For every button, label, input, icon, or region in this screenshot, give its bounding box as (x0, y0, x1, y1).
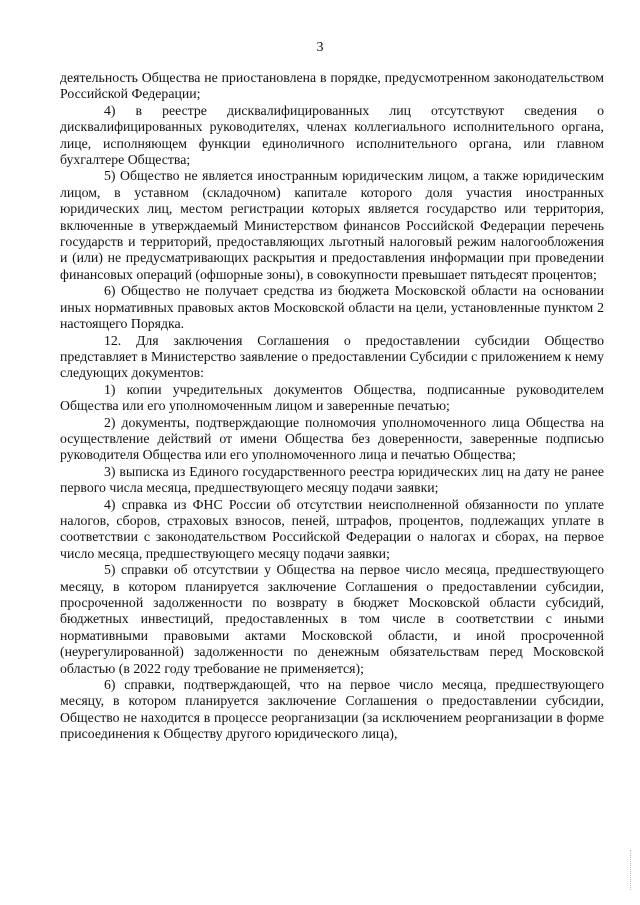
paragraph-document-1: 1) копии учредительных документов Общества, подписанные руководителем Общества или его уполномоченным лицом и заверенные печатью; (60, 381, 604, 414)
paragraph-item-4: 4) в реестре дисквалифицированных лиц отсутствуют сведения о дисквалифицированных руководителях, членах коллегиального исполнительного органа, лице, исполняющем функции единоличного исполнительного органа, или главном бухгалтере Общества; (60, 102, 604, 168)
paragraph-section-12: 12. Для заключения Соглашения о предоставлении субсидии Общество представляет в Министерство заявление о предоставлении Субсидии с приложением к нему следующих документов: (60, 332, 604, 381)
paragraph-document-6: 6) справки, подтверждающей, что на первое число месяца, предшествующего месяцу, в котором планируется заключение Соглашения о предоставлении субсидии, Общество не находится в процессе реорганизации (за исключением реорганизации в форме присоединения к Обществу другого юридического лица), (60, 677, 604, 742)
paragraph-document-4: 4) справка из ФНС России об отсутствии неисполненной обязанности по уплате налогов, сборов, страховых взносов, пеней, штрафов, процентов, подлежащих уплате в соответствии с законодательством Российской Федерации о налогах и сборах, на первое число месяца, предшествующего месяцу подачи заявки; (60, 496, 604, 561)
paragraph-document-3: 3) выписка из Единого государственного реестра юридических лиц на дату не ранее первого числа месяца, предшествующего месяцу подачи заявки; (60, 463, 604, 496)
paragraph-continuation: деятельность Общества не приостановлена в порядке, предусмотренном законодательством Российской Федерации; (60, 70, 604, 102)
page-number: 3 (316, 40, 324, 55)
scan-edge-mark (630, 850, 634, 890)
page-body (60, 70, 604, 743)
paragraph-document-5: 5) справки об отсутствии у Общества на первое число месяца, предшествующего месяцу, в котором планируется заключение Соглашения о предоставлении субсидии, просроченной задолженности по возврату в бюджет Московской области субсидий, бюджетных инвестиций, предоставленных в том числе в соответствии с иными нормативными правовыми актами Московской области, и иной просроченной (неурегулированной) задолженности по денежным обязательствам перед Московской областью (в 2022 году требование не применяется); (60, 562, 604, 676)
paragraph-document-2: 2) документы, подтверждающие полномочия уполномоченного лица Общества на осуществление действий от имени Общества без доверенности, заверенные подписью руководителя Общества или его уполномоченного лица и печатью Общества; (60, 414, 604, 463)
paragraph-item-6: 6) Общество не получает средства из бюджета Московской области на основании иных нормативных правовых актов Московской области на цели, установленные пунктом 2 настоящего Порядка. (60, 283, 604, 332)
paragraph-item-5: 5) Общество не является иностранным юридическим лицом, а также юридическим лицом, в уставном (складочном) капитале которого доля участия иностранных юридических лиц, местом регистрации которых является государство или территория, включенные в утверждаемый Министерством финансов Российской Федерации перечень государств и территорий, предоставляющих льготный налоговый режим налогообложения и (или) не предусматривающих раскрытия и предоставления информации при проведении финансовых операций (офшорные зоны), в совокупности превышает пятьдесят процентов; (60, 168, 604, 282)
